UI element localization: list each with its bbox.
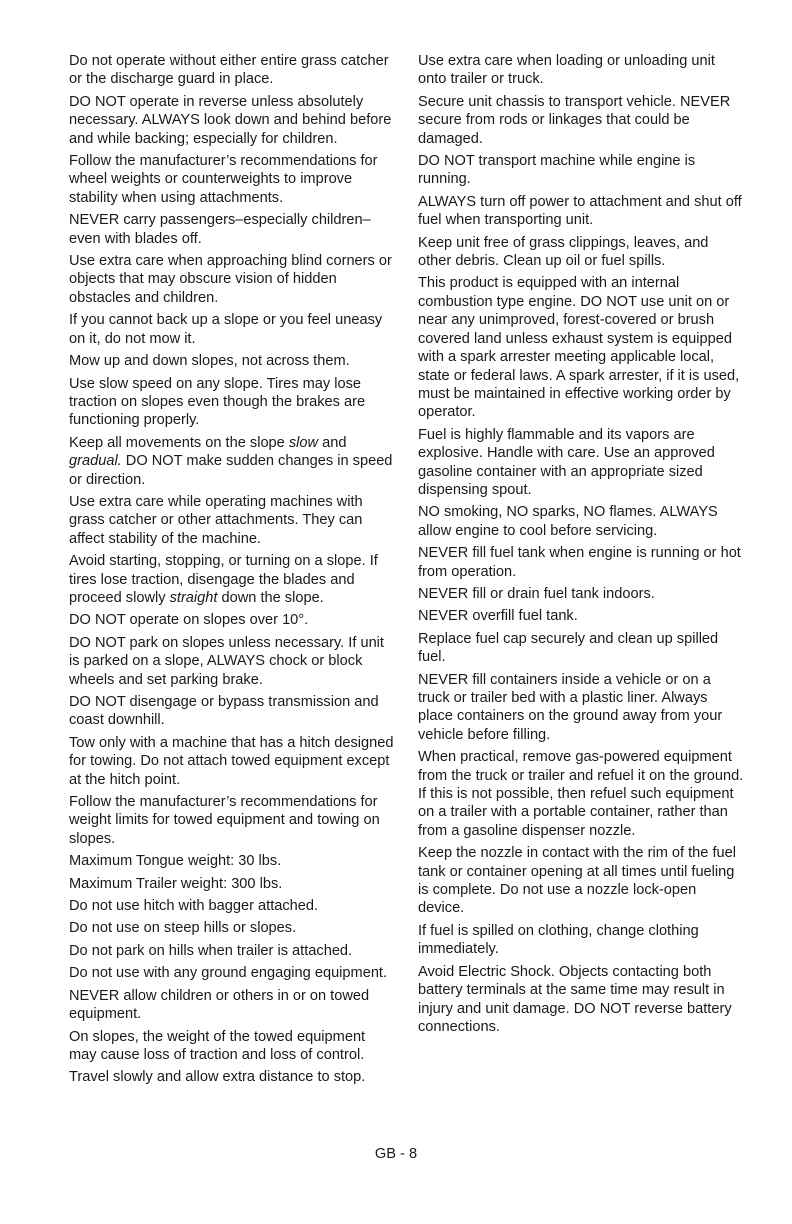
paragraph: Secure unit chassis to transport vehicle. NEVER secure from rods or linkages that could be damaged. xyxy=(418,93,731,147)
left-column xyxy=(69,52,395,1091)
emphasis-text: gradual. xyxy=(69,453,122,470)
paragraph: Keep the nozzle in contact with the rim of the fuel tank or container opening at all times until fueling is complete. Do not use a nozzle lock-open device. xyxy=(418,845,736,917)
paragraph-text: DO NOT make sudden changes in speed or direction. xyxy=(69,453,393,488)
paragraph: DO NOT disengage or bypass transmission and coast downhill. xyxy=(69,694,379,729)
paragraph: Follow the manufacturer’s recommendations for wheel weights or counterweights to improve stability when using attachments. xyxy=(69,153,378,206)
paragraph-text: and xyxy=(318,434,347,451)
paragraph: Follow the manufacturer’s recommendations for weight limits for towed equipment and towing on slopes. xyxy=(69,794,380,847)
paragraph: If fuel is spilled on clothing, change clothing immediately. xyxy=(418,922,699,958)
paragraph: On slopes, the weight of the towed equipment may cause loss of traction and loss of control. xyxy=(69,1028,366,1063)
paragraph: Do not operate without either entire grass catcher or the discharge guard in place. xyxy=(69,53,389,88)
paragraph-text: Keep all movements on the slope xyxy=(69,434,289,451)
paragraph: ALWAYS turn off power to attachment and shut off fuel when transporting unit. xyxy=(418,193,742,229)
paragraph: Fuel is highly flammable and its vapors are explosive. Handle with care. Use an approved gasoline container with an appropriate sized dispensing spout. xyxy=(418,426,715,498)
page-number: GB - 8 xyxy=(374,1146,418,1162)
paragraph: Use extra care when approaching blind corners or objects that may obscure vision of hidden obstacles and children. xyxy=(69,253,392,306)
paragraph: Mow up and down slopes, not across them. xyxy=(69,353,350,370)
paragraph: If you cannot back up a slope or you feel uneasy on it, do not mow it. xyxy=(69,312,383,347)
right-column xyxy=(418,52,744,1040)
paragraph: Maximum Trailer weight: 300 lbs. xyxy=(69,875,283,892)
paragraph xyxy=(69,552,395,607)
paragraph xyxy=(69,434,395,489)
paragraph: NO smoking, NO sparks, NO flames. ALWAYS allow engine to cool before servicing. xyxy=(418,504,718,539)
paragraph: Use extra care when loading or unloading unit onto trailer or truck. xyxy=(418,53,715,88)
paragraph: DO NOT transport machine while engine is running. xyxy=(418,153,696,188)
paragraph: NEVER fill or drain fuel tank indoors. xyxy=(418,585,655,602)
paragraph: Travel slowly and allow extra distance to stop. xyxy=(69,1069,366,1086)
paragraph: NEVER allow children or others in or on towed equipment. xyxy=(69,987,370,1023)
paragraph: Use extra care while operating machines with grass catcher or other attachments. They can affect stability of the machine. xyxy=(69,493,363,547)
paragraph: This product is equipped with an internal combustion type engine. DO NOT use unit on or near any unimproved, forest-covered or brush covered land unless exhaust system is equipped with a spark arrester meeting applicable local, state or federal laws. A spark arrester, if it is used, must be maintained in effective working order by operator. xyxy=(418,275,740,421)
paragraph: Keep unit free of grass clippings, leaves, and other debris. Clean up oil or fuel spills. xyxy=(418,234,709,270)
paragraph-text: down the slope. xyxy=(217,589,324,606)
paragraph: DO NOT park on slopes unless necessary. If unit is parked on a slope, ALWAYS chock or block wheels and set parking brake. xyxy=(69,634,384,688)
paragraph: Maximum Tongue weight: 30 lbs. xyxy=(69,853,282,870)
paragraph: Use slow speed on any slope. Tires may lose traction on slopes even though the brakes are functioning properly. xyxy=(69,375,366,429)
paragraph: Replace fuel cap securely and clean up spilled fuel. xyxy=(418,630,719,666)
paragraph: NEVER fill fuel tank when engine is running or hot from operation. xyxy=(418,545,741,580)
paragraph: NEVER carry passengers–especially children–even with blades off. xyxy=(69,212,371,247)
paragraph: NEVER fill containers inside a vehicle or on a truck or trailer bed with a plastic liner. Always place containers on the ground away from your vehicle before filling. xyxy=(418,671,723,743)
paragraph: Do not use with any ground engaging equipment. xyxy=(69,965,388,982)
paragraph: Tow only with a machine that has a hitch designed for towing. Do not attach towed equipment except at the hitch point. xyxy=(69,734,394,788)
emphasis-text: slow xyxy=(288,434,319,451)
paragraph: Avoid Electric Shock. Objects contacting both battery terminals at the same time may result in injury and unit damage. DO NOT reverse battery connections. xyxy=(418,963,732,1035)
paragraph: Do not use on steep hills or slopes. xyxy=(69,920,297,937)
paragraph: NEVER overfill fuel tank. xyxy=(418,608,578,625)
paragraph-text: Avoid starting, stopping, or turning on a slope. If tires lose traction, disengage the blades and proceed slowly xyxy=(69,553,378,606)
paragraph: Do not park on hills when trailer is attached. xyxy=(69,942,353,959)
paragraph: When practical, remove gas-powered equipment from the truck or trailer and refuel it on the ground. If this is not possible, then refuel such equipment on a trailer with a portable container, rather than from a gasoline dispenser nozzle. xyxy=(418,749,744,839)
emphasis-text: straight xyxy=(169,589,218,606)
paragraph: Do not use hitch with bagger attached. xyxy=(69,898,319,915)
paragraph: DO NOT operate on slopes over 10°. xyxy=(69,612,309,629)
paragraph: DO NOT operate in reverse unless absolutely necessary. ALWAYS look down and behind before and while backing; especially for children. xyxy=(69,93,392,147)
